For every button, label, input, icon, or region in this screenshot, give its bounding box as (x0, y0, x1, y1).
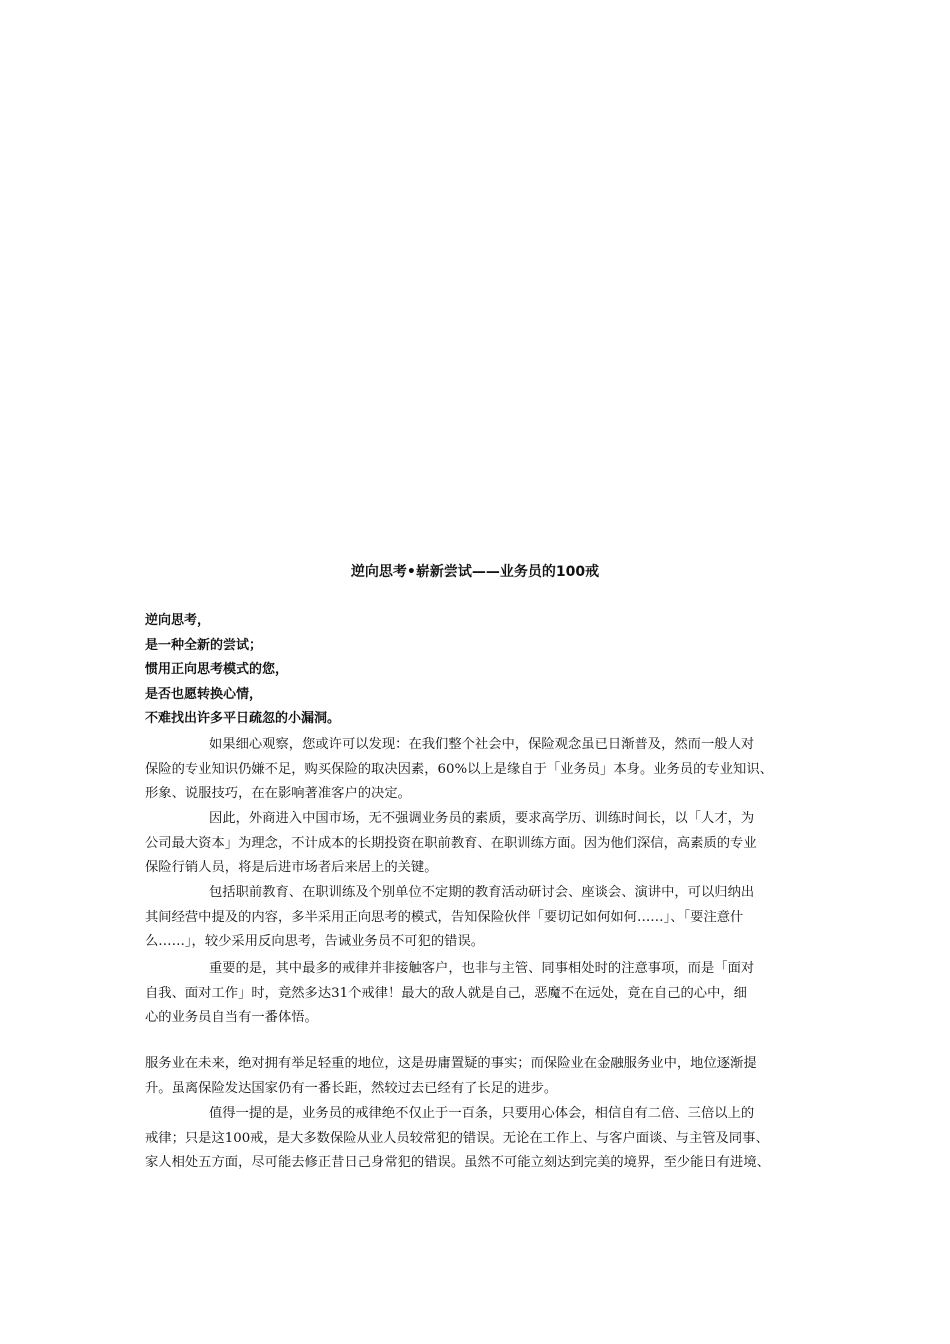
document-title: 逆向思考•崭新尝试——业务员的100戒 (350, 564, 600, 580)
poem-line: 不难找出许多平日疏忽的小漏洞。 (145, 711, 341, 726)
paragraph-line: 包括职前教育、在职训练及个别单位不定期的教育活动研讨会、座谈会、演讲中，可以归纳出 (209, 885, 755, 900)
paragraph-line: 升。虽离保险发达国家仍有一番长距，然较过去已经有了长足的进步。 (145, 1080, 558, 1096)
paragraph-1 (145, 733, 815, 807)
paragraph-line: 保险行销人员，将是后进市场者后来居上的关键。 (145, 860, 438, 875)
poem-line: 是否也愿转换心情， (145, 686, 263, 702)
intro-poem (145, 609, 805, 732)
paragraph-line: 么……」，较少采用反向思考，告诫业务员不可犯的错误。 (145, 934, 485, 949)
paragraph-line: 如果细心观察，您或许可以发现：在我们整个社会中，保险观念虽已日渐普及，然而一般人对 (209, 737, 755, 752)
paragraph-3 (145, 881, 815, 955)
paragraph-5 (145, 1052, 815, 1101)
paragraph-line: 戒律；只是这100戒，是大多数保险从业人员较常犯的错误。无论在工作上、与客户面谈、与主管及同事、 (145, 1130, 769, 1146)
paragraph-line: 保险的专业知识仍嫌不足，购买保险的取决因素，60%以上是缘自于「业务员」本身。业务员的专业知识、 (145, 761, 773, 777)
paragraph-line: 值得一提的是，业务员的戒律绝不仅止于一百条，只要用心体会，相信自有二倍、三倍以上的 (209, 1106, 755, 1121)
paragraph-line: 重要的是，其中最多的戒律并非接触客户，也非与主管、同事相处时的注意事项，而是「面对 (209, 961, 755, 976)
poem-line: 逆向思考， (145, 613, 211, 628)
paragraph-2 (145, 807, 815, 881)
paragraph-line: 因此，外商进入中国市场，无不强调业务员的素质，要求高学历、训练时间长，以「人才，为 (209, 811, 755, 826)
paragraph-line: 其间经营中提及的内容，多半采用正向思考的模式，告知保险伙伴「要切记如何如何……」、「要注意什 (145, 909, 744, 925)
paragraph-line: 服务业在未来，绝对拥有举足轻重的地位，这是毋庸置疑的事实；而保险业在金融服务业中，地位逐渐提 (145, 1056, 757, 1071)
paragraph-line: 心的业务员自当有一番体悟。 (145, 1010, 318, 1025)
paragraph-line: 家人相处五方面，尽可能去修正昔日己身常犯的错误。虽然不可能立刻达到完美的境界，至少能日有进境、 (145, 1155, 770, 1170)
poem-line: 是一种全新的尝试； (145, 637, 263, 653)
paragraph-6 (145, 1102, 815, 1176)
paragraph-line: 形象、说服技巧，在在影响著准客户的决定。 (145, 786, 411, 801)
paragraph-line: 公司最大资本」为理念，不计成本的长期投资在职前教育、在职训练方面。因为他们深信，高素质的专业 (145, 835, 757, 851)
paragraph-line: 自我、面对工作」时，竟然多达31个戒律！最大的敌人就是自己，恶魔不在远处，竟在自己的心中，细 (145, 985, 747, 1001)
poem-line: 惯用正向思考模式的您， (145, 662, 289, 677)
paragraph-4 (145, 957, 815, 1031)
